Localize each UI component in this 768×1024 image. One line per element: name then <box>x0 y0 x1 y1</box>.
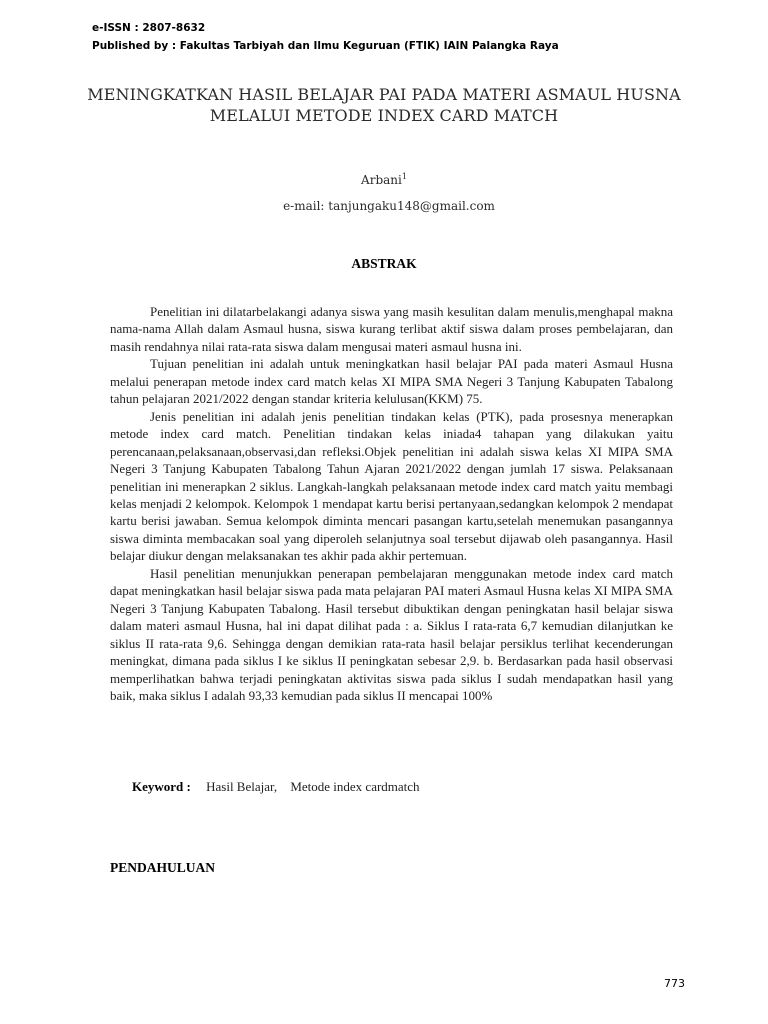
issn-line: e-ISSN : 2807-8632 <box>92 22 206 34</box>
introduction-heading: PENDAHULUAN <box>110 860 216 875</box>
paper-title-line-1: MENINGKATKAN HASIL BELAJAR PAI PADA MATERI ASMAUL HUSNA <box>87 85 681 104</box>
paper-title-line-2: MELALUI METODE INDEX CARD MATCH <box>209 106 559 125</box>
paper-title <box>60 84 708 126</box>
keywords-label: Keyword : <box>132 779 191 794</box>
keyword-item: Hasil Belajar, <box>206 779 278 794</box>
abstract-paragraph-background: Penelitian ini dilatarbelakangi adanya siswa yang masih kesulitan dalam menulis,menghapal makna nama-nama Allah dalam Asmaul husna, siswa kurang terlibat aktif siswa dalam proses pembelajaran, dan masih rendahnya nilai rata-rata siswa dalam mengusai materi asmaul husna ini. <box>110 304 673 354</box>
abstract-body <box>110 303 673 704</box>
page-number: 773 <box>664 977 685 990</box>
keywords <box>132 779 430 795</box>
abstract-heading: ABSTRAK <box>351 256 417 271</box>
author-name: Arbani <box>361 173 402 187</box>
publisher-line: Published by : Fakultas Tarbiyah dan Ilmu Keguruan (FTIK) IAIN Palangka Raya <box>92 40 559 52</box>
abstract-paragraph-objective: Tujuan penelitian ini adalah untuk meningkatkan hasil belajar PAI pada materi Asmaul Husna melalui penerapan metode index card match kelas XI MIPA SMA Negeri 3 Tanjung Kabupaten Tabalong tahun pelajaran 2021/2022 dengan standar kriteria kelulusan(KKM) 75. <box>110 356 673 407</box>
author <box>0 172 768 187</box>
keyword-item: Metode index cardmatch <box>290 779 420 794</box>
abstract-paragraph-results: Hasil penelitian menunjukkan penerapan pembelajaran menggunakan metode index card match dapat meningkatkan hasil belajar siswa pada mata pelajaran PAI materi Asmaul Husna kelas XI MIPA SMA Negeri 3 Tanjung Kabupaten Tabalong. Hasil tersebut dibuktikan dengan peningkatan hasil belajar siswa dalam materi asmaul Husna, hal ini dapat dilihat pada : a. Siklus I rata-rata 6,7 kemudian dilanjutkan ke siklus II rata-rata 9,6. Sehingga dengan demikian rata-rata hasil belajar persiklus terlihat kecenderungan meningkat, dimana pada siklus I ke siklus II peningkatan sebesar 2,9. b. Berdasarkan pada hasil observasi memperlihatkan bahwa terjadi peningkatan aktivitas siswa pada siklus I sudah mendapatkan hasil yang baik, maka siklus I adalah 93,33 kemudian pada siklus II mencapai 100% <box>110 565 673 703</box>
author-email: e-mail: tanjungaku148@gmail.com <box>283 199 495 213</box>
abstract-paragraph-method: Jenis penelitian ini adalah jenis penelitian tindakan kelas (PTK), pada prosesnya menerapkan metode index card match. Penelitian tindakan kelas iniada4 tahapan yang dilakukan yaitu perencanaan,pelaksanaan,observasi,dan refleksi.Objek penelitian ini adalah siswa kelas XI MIPA SMA Negeri 3 Tanjung Kabupaten Tabalong Tahun Ajaran 2021/2022 dengan jumlah 17 siswa. Pelaksanaan penelitian ini menerapkan 2 siklus. Langkah-langkah pelaksanaan metode index card match yaitu membagi kelas menjadi 2 kelompok. Kelompok 1 mendapat kartu berisi pertanyaan,sedangkan kelompok 2 mendapat kartu berisi jawaban. Semua kelompok diminta mencari pasangan kartu,setelah menemukan pasangannya siswa diminta membacakan soal yang diperoleh selanjutnya soal tersebut dijawab oleh pasangannya. Hasil belajar diukur dengan melaksanakan tes akhir pada akhir pertemuan. <box>110 408 673 564</box>
author-affiliation-mark: 1 <box>401 172 407 181</box>
